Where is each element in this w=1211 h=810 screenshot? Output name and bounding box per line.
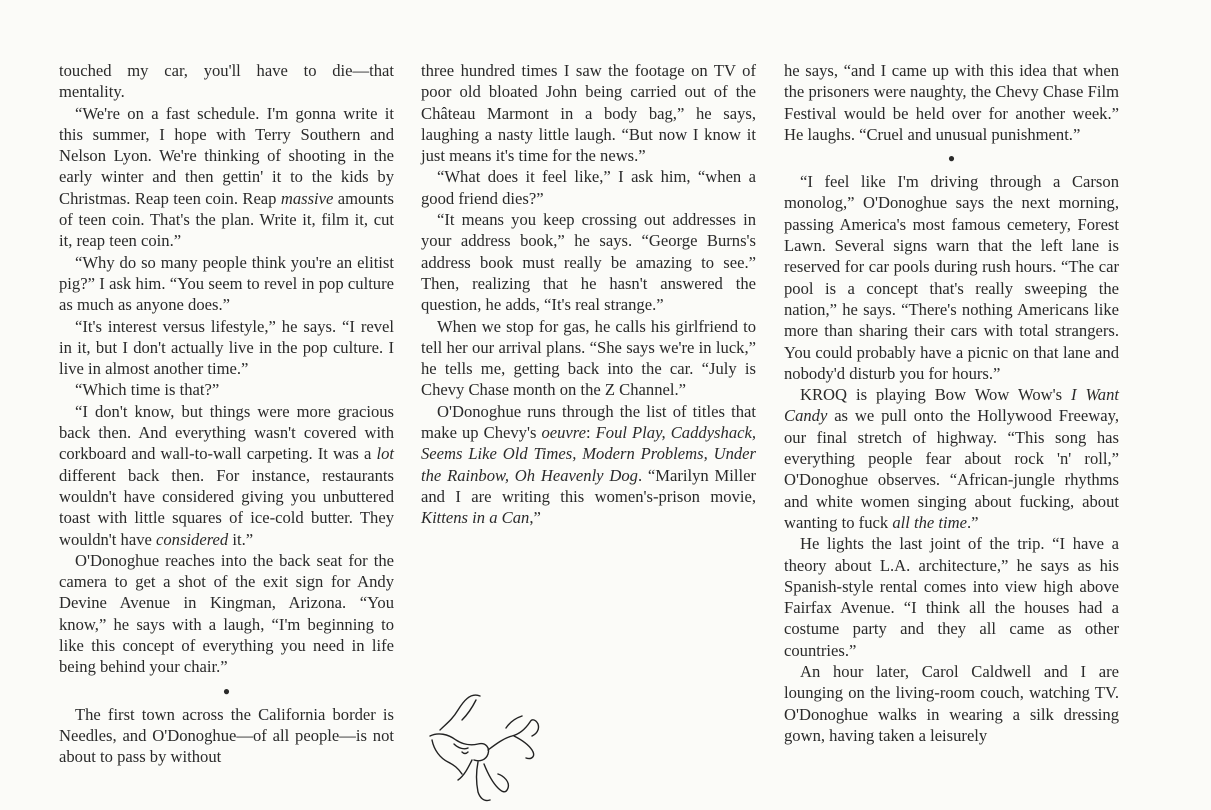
italic-text: massive [280, 188, 334, 208]
text-column-3 [784, 60, 1119, 746]
italic-text: Kittens in a Can [421, 508, 530, 528]
text-column-1 [59, 60, 394, 768]
paragraph [421, 401, 756, 529]
paragraph: “Which time is that?” [75, 380, 220, 400]
paragraph: “I feel like I'm driving through a Carson monolog,” O'Donoghue says the next morning, passing America's most famous cemetery, Forest Lawn. Several signs warn that the left lane is reserved for car pools during rush hours. “The car pool is a concept that's really sweeping the nation,” he says. “There's nothing Americans like more than sharing their cars with total strangers. You could probably have a picnic on that lane and nobody'd disturb you for hours.” [784, 172, 1119, 383]
text-run: “We're on a fast schedule. I'm gonna write it this summer, I hope with Terry Southern and Nelson Lyon. We're thinking of shooting in the early winter and then gettin' it to the kids by Christmas. Reap teen coin. Reap [59, 103, 394, 208]
text-run: ,” [529, 508, 541, 528]
text-column-2 [421, 60, 756, 529]
paragraph: touched my car, you'll have to die—that mentality. [59, 61, 394, 102]
paragraph: “Why do so many people think you're an elitist pig?” I ask him. “You seem to revel in pop culture as much as anyone does.” [59, 252, 394, 315]
paragraph: He lights the last joint of the trip. “I have a theory about L.A. architecture,” he says as his Spanish-style rental comes into view high above Fairfax Avenue. “I think all the houses had a costume party and they all came as other countries.” [784, 534, 1119, 660]
text-run: . “Marilyn Miller and I are writing this women's-prison movie, [421, 465, 757, 506]
paragraph: When we stop for gas, he calls his girlfriend to tell her our arrival plans. “She says we're in luck,” he tells me, getting back into the car. “July is Chevy Chase month on the Z Channel.” [421, 316, 756, 400]
paragraph [784, 384, 1119, 533]
paragraph: “It means you keep crossing out addresses in your address book,” he says. “George Burns's address book must really be amazing to see.” Then, realizing that he hasn't answered the question, he adds, “It's real strange.” [421, 210, 756, 315]
paragraph: “What does it feel like,” I ask him, “when a good friend dies?” [421, 167, 756, 208]
paragraph [59, 401, 394, 550]
bird-doodle-icon [418, 688, 553, 808]
italic-text: lot [376, 444, 394, 464]
paragraph [59, 103, 394, 252]
italic-text: considered [156, 529, 229, 549]
text-run: amounts of teen coin. That's the plan. Write it, film it, cut it, reap teen coin.” [59, 188, 394, 251]
text-run: as we pull onto the Hollywood Freeway, our final stretch of highway. “This song has everything people fear about rock 'n' roll,” O'Donoghue observes. “African-jungle rhythms and white women singing about fucking, about wanting to fuck [784, 406, 1119, 532]
paragraph: “It's interest versus lifestyle,” he says. “I revel in it, but I don't actually live in the pop culture. I live in almost another time.” [59, 316, 394, 379]
text-run: O'Donoghue runs through the list of titles that make up Chevy's [421, 401, 756, 443]
paragraph: he says, “and I came up with this idea that when the prisoners were naughty, the Chevy Chase Film Festival would be held over for another week.” He laughs. “Cruel and unusual punishment.” [784, 61, 1119, 144]
paragraph: three hundred times I saw the footage on TV of poor old bloated John being carried out of the Château Marmont in a body bag,” he says, laughing a nasty little laugh. “But now I know it just means it's time for the news.” [421, 61, 756, 166]
italic-text: all the time [892, 512, 967, 532]
paragraph: O'Donoghue reaches into the back seat for the camera to get a shot of the exit sign for Andy Devine Avenue in Kingman, Arizona. “You know,” he says with a laugh, “I'm beginning to like this concept of everything you need in life being behind your chair.” [59, 550, 394, 677]
paragraph: The first town across the California border is Needles, and O'Donoghue—of all people—is not about to pass by without [59, 704, 394, 767]
text-run: it.” [228, 529, 254, 549]
italic-text: I Want Candy [784, 385, 1119, 426]
text-run: .” [966, 512, 979, 532]
paragraph: An hour later, Carol Caldwell and I are lounging on the living-room couch, watching TV. O'Donoghue walks in wearing a silk dressing gown, having taken a leisurely [784, 662, 1119, 745]
italic-text: oeuvre [541, 423, 586, 443]
text-run: “I don't know, but things were more gracious back then. And everything wasn't covered with corkboard and wall-to-wall carpeting. It was a [59, 401, 394, 464]
section-separator: ● [222, 683, 231, 698]
italic-text: Foul Play, Caddyshack, Seems Like Old Times, Modern Problems, Under the Rainbow, Oh Heavenly Dog [421, 423, 756, 485]
text-run: : [585, 423, 596, 443]
text-run: different back then. For instance, restaurants wouldn't have considered giving you unbuttered toast with little squares of ice-cold butter. They wouldn't have [59, 465, 394, 549]
section-separator: ● [947, 151, 956, 166]
text-run: KROQ is playing Bow Wow Wow's [800, 385, 1071, 405]
